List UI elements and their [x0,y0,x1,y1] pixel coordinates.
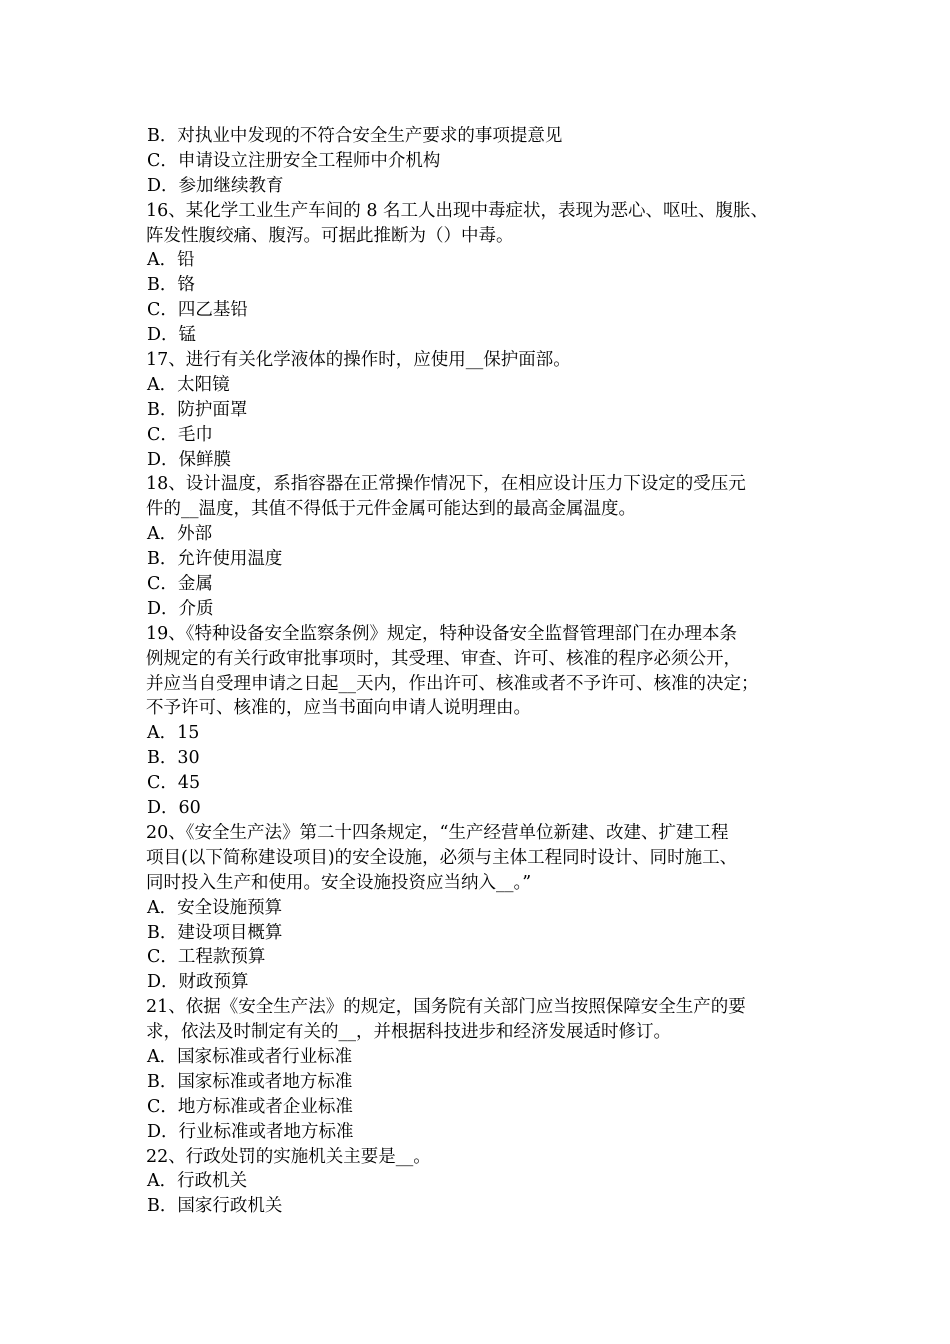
answer-option: C．毛巾 [147,424,213,445]
document-body [146,124,818,1219]
answer-option: D．60 [147,798,201,819]
answer-option: A．15 [147,723,200,744]
answer-option: B．建设项目概算 [147,922,283,943]
question-text-line: 16、某化学工业生产车间的 8 名工人出现中毒症状，表现为恶心、呕吐、腹胀、 [146,200,769,221]
question-text-line: 不予许可、核准的，应当书面向申请人说明理由。 [146,698,531,719]
answer-option: B．对执业中发现的不符合安全生产要求的事项提意见 [147,126,563,146]
question-text-line: 并应当自受理申请之日起__天内，作出许可、核准或者不予许可、核准的决定； [146,673,759,694]
question-text-line: 例规定的有关行政审批事项时，其受理、审查、许可、核准的程序必须公开， [146,648,741,669]
question-text-line: 项目(以下简称建设项目)的安全设施，必须与主体工程同时设计、同时施工、 [146,847,738,868]
answer-option: A．安全设施预算 [147,897,283,918]
answer-option: B．30 [147,748,200,769]
question-text-line: 19、《特种设备安全监察条例》规定，特种设备安全监督管理部门在办理本条 [146,623,738,644]
answer-option: C．工程款预算 [147,947,266,968]
answer-option: A．铅 [147,250,195,271]
answer-option: C．地方标准或者企业标准 [147,1096,353,1117]
answer-option: C．申请设立注册安全工程师中介机构 [147,150,441,171]
answer-option: B．铬 [147,275,195,296]
answer-option: C．金属 [147,574,213,595]
question-text-line: 17、进行有关化学液体的操作时，应使用__保护面部。 [146,350,571,371]
answer-option: A．外部 [147,524,213,545]
answer-option: A．行政机关 [147,1171,248,1192]
answer-option: D．保鲜膜 [147,449,232,470]
question-text-line: 18、设计温度，系指容器在正常操作情况下，在相应设计压力下设定的受压元 [146,474,746,495]
question-text-line: 件的__温度，其值不得低于元件金属可能达到的最高金属温度。 [146,499,636,520]
answer-option: A．国家标准或者行业标准 [147,1046,353,1067]
question-text-line: 21、依据《安全生产法》的规定，国务院有关部门应当按照保障安全生产的要 [146,997,746,1018]
answer-option: D．锰 [147,325,197,346]
question-text-line: 20、《安全生产法》第二十四条规定，“生产经营单位新建、改建、扩建工程 [146,822,729,843]
answer-option: D．行业标准或者地方标准 [147,1121,354,1142]
answer-option: A．太阳镜 [147,374,230,395]
answer-option: C．45 [147,773,201,794]
question-text-line: 22、行政处罚的实施机关主要是__。 [146,1146,431,1167]
answer-option: C．四乙基铅 [147,300,248,321]
answer-option: D．介质 [147,598,214,619]
answer-option: B．防护面罩 [147,399,248,420]
answer-option: B．国家标准或者地方标准 [147,1071,353,1092]
answer-option: D．财政预算 [147,972,249,993]
answer-option: B．允许使用温度 [147,549,283,570]
answer-option: B．国家行政机关 [147,1196,283,1217]
question-text-line: 同时投入生产和使用。安全设施投资应当纳入__。” [146,872,532,893]
answer-option: D．参加继续教育 [147,175,284,196]
question-text-line: 求，依法及时制定有关的__，并根据科技进步和经济发展适时修订。 [146,1022,671,1043]
question-text-line: 阵发性腹绞痛、腹泻。可据此推断为（）中毒。 [146,225,514,246]
